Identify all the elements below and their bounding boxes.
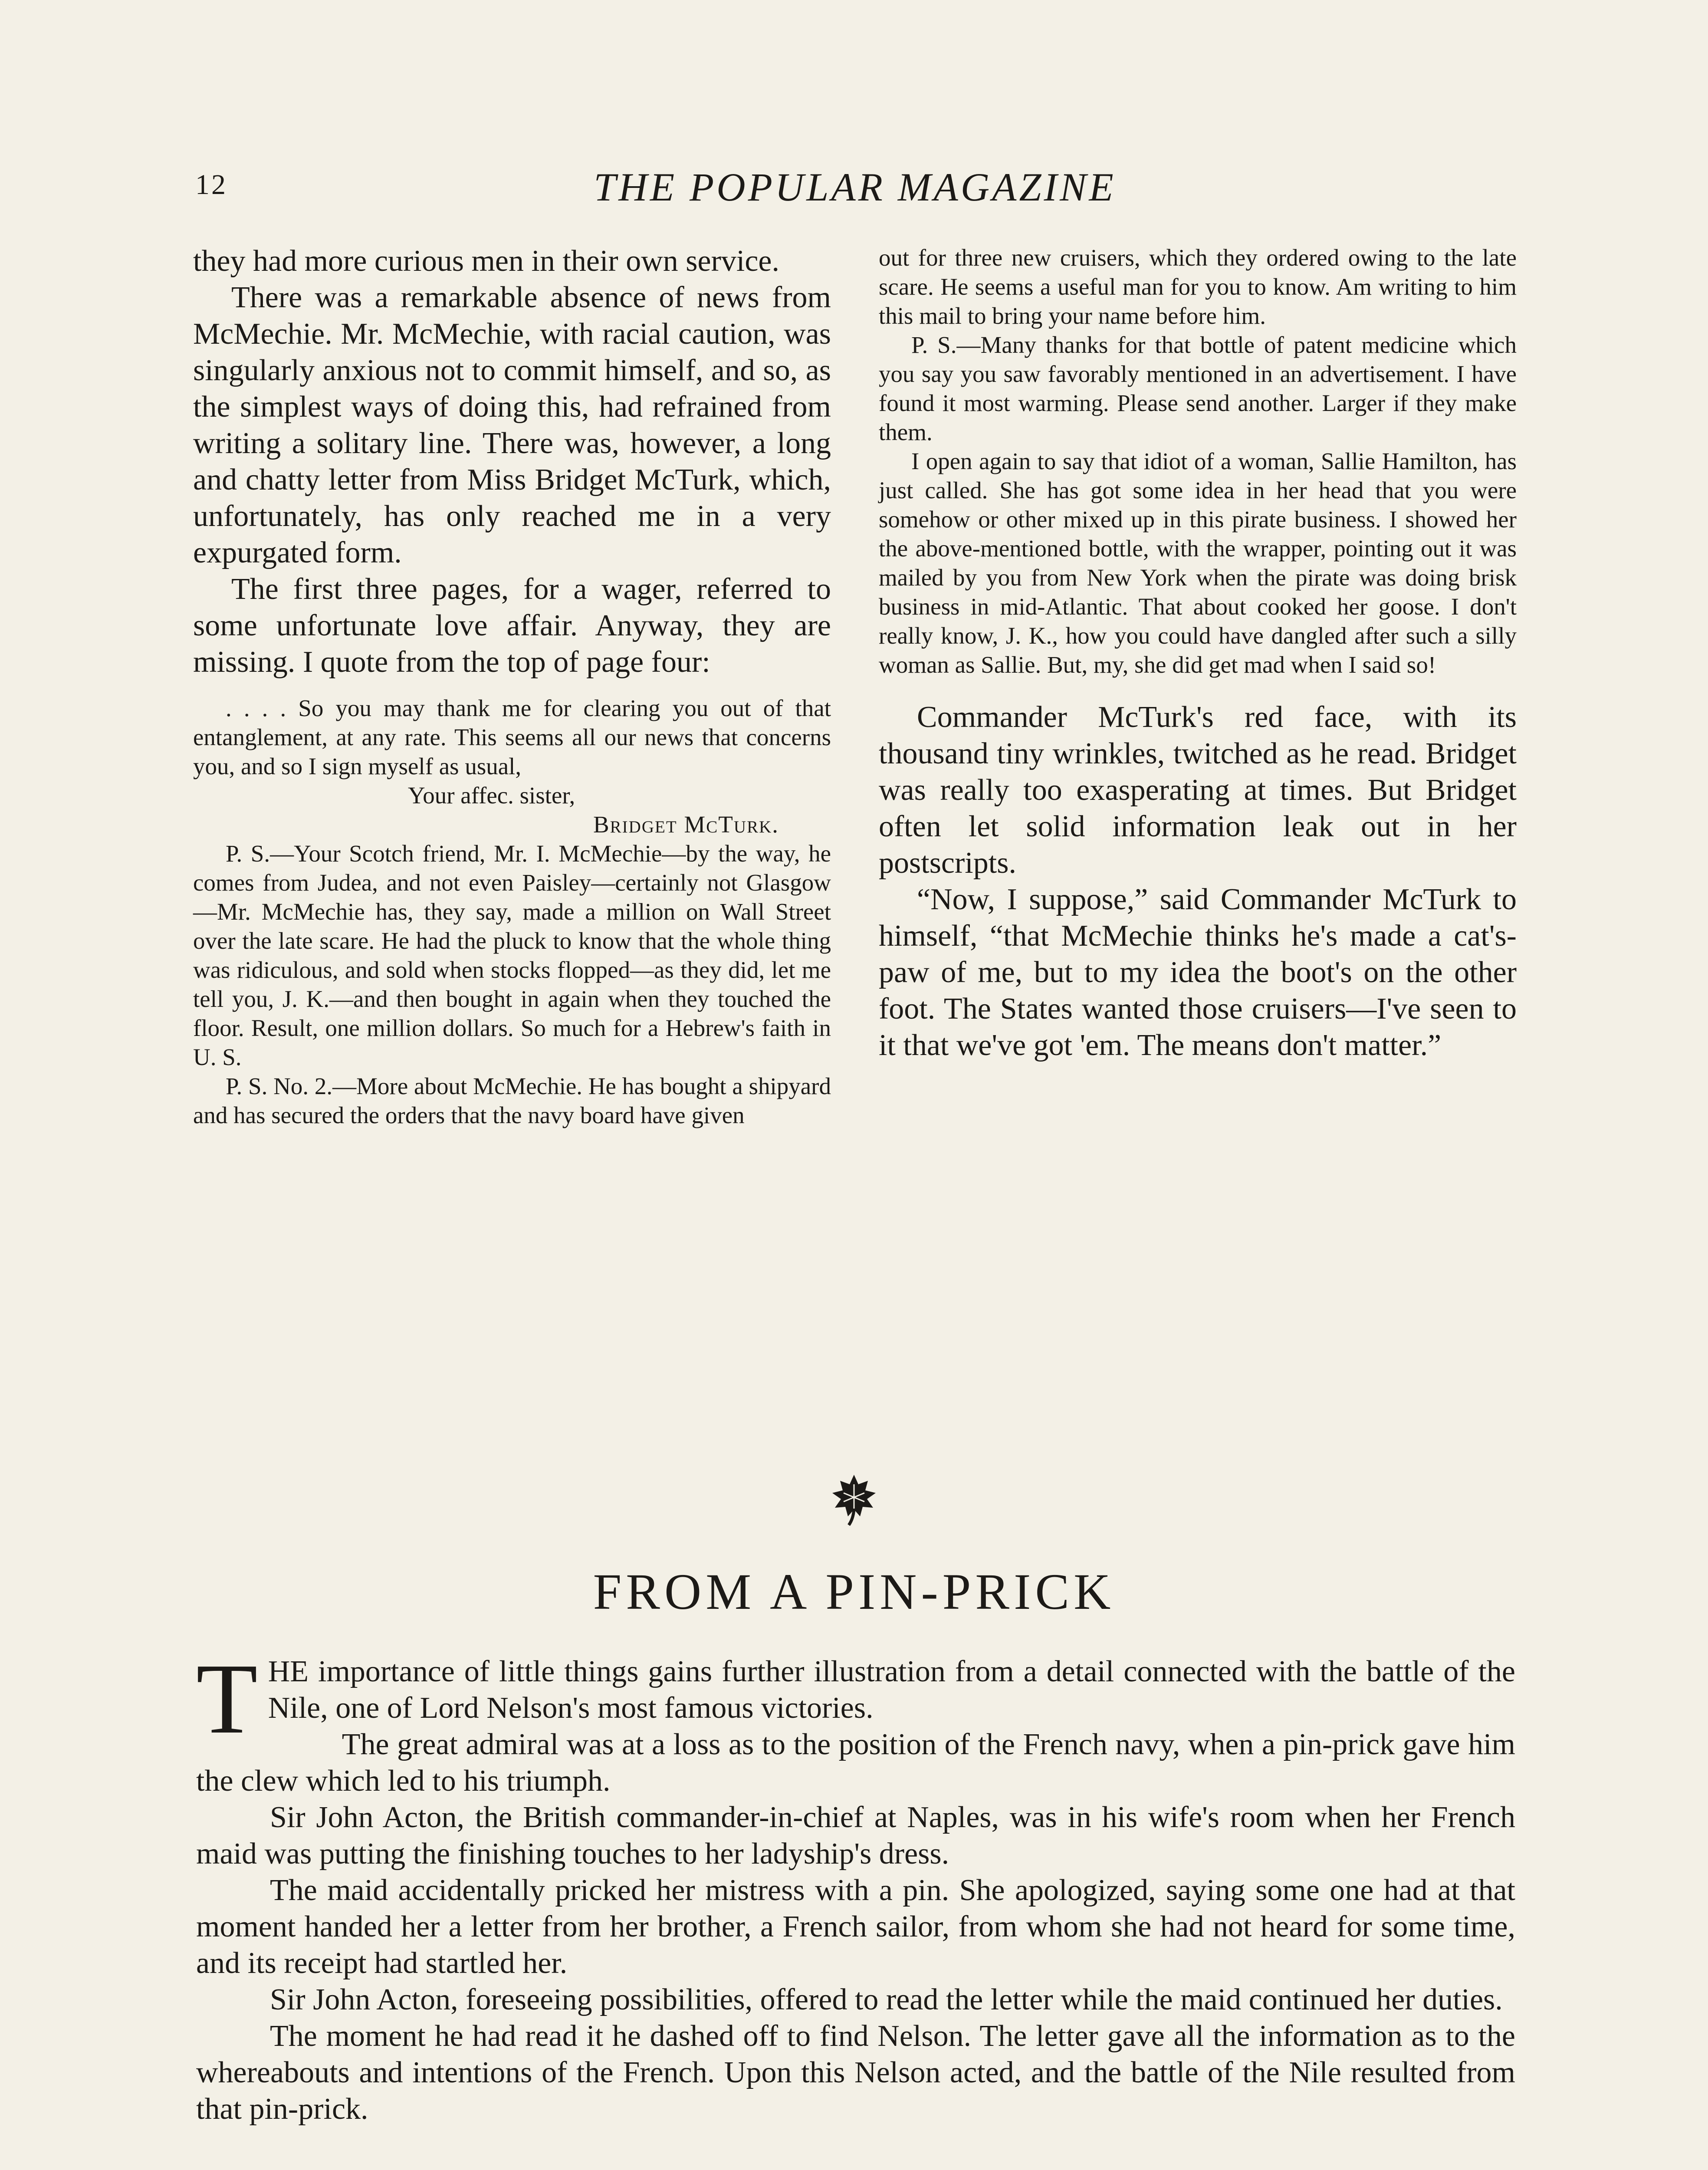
- story-paragraph: they had more curious men in their own service.: [193, 244, 779, 278]
- story-paragraph: The first three pages, for a wager, referred to some unfortunate love affair. Anyway, they are missing. I quote from the top of page four:: [193, 572, 831, 679]
- article-paragraph: [196, 1643, 1515, 1755]
- article-paragraph: Sir John Acton, foreseeing possibilities, offered to read the letter while the maid continued her duties.: [270, 1983, 1503, 2016]
- letter-paragraph: . . . . So you may thank me for clearing you out of that entanglement, at any rate. This seems all our news that concerns you, and so I sign myself as usual,: [193, 695, 831, 779]
- story-paragraph: “Now, I suppose,” said Commander McTurk to himself, “that McMechie thinks he's made a cat's-paw of me, but to my idea the boot's on the other foot. The States wanted those cruisers—I've seen to it that we've got 'em. The means don't matter.”: [879, 883, 1517, 1062]
- story-paragraph: There was a remarkable absence of news from McMechie. Mr. McMechie, with racial caution, was singularly anxious not to commit himself, and so, as the simplest ways of doing this, had refrained from writing a solitary line. There was, however, a long and chatty letter from Miss Bridget McTurk, which, unfortunately, has only reached me in a very expurgated form.: [193, 281, 831, 569]
- letter-closing: Your affec. sister,: [408, 782, 575, 809]
- letter-postscript: P. S.—Many thanks for that bottle of patent medicine which you say you saw favorably mentioned in an advertisement. I have found it most warming. Please send another. Larger if they make them.: [879, 332, 1517, 445]
- letter-postscript: P. S. No. 2.—More about McMechie. He has bought a shipyard and has secured the orders that the navy board have given: [193, 1073, 831, 1128]
- drop-cap: T: [196, 1643, 258, 1755]
- story-text-block: [879, 699, 1517, 1064]
- letter-paragraph: out for three new cruisers, which they ordered owing to the late scare. He seems a useful man for you to know. Am writing to him this mail to bring your name before him.: [879, 244, 1517, 329]
- letter-signature: Bridget McTurk.: [593, 811, 779, 838]
- running-head: [195, 164, 1514, 212]
- quoted-letter-continued: [879, 243, 1517, 679]
- leaf-ornament-icon: [828, 1471, 880, 1528]
- article-paragraph: Sir John Acton, the British commander-in-chief at Naples, was in his wife's room when her French maid was putting the finishing touches to her ladyship's dress.: [196, 1801, 1515, 1871]
- article-body: [196, 1643, 1515, 2127]
- letter-postscript: I open again to say that idiot of a woman, Sallie Hamilton, has just called. She has got some idea in her head that you were somehow or other mixed up in this pirate business. I showed her the above-mentioned bottle, with the wrapper, pointing out it was mailed by you from New York when the pirate was doing brisk business in mid-Atlantic. That about cooked her goose. I don't really know, J. K., how you could have dangled after such a silly woman as Sallie. But, my, she did get mad when I said so!: [879, 448, 1517, 678]
- letter-postscript: P. S.—Your Scotch friend, Mr. I. McMechie—by the way, he comes from Judea, and not even Paisley—certainly not Glasgow—Mr. McMechie has, they say, made a million on Wall Street over the late scare. He had the pluck to know that the whole thing was ridiculous, and sold when stocks flopped—as they did, let me tell you, J. K.—and then bought in again when they touched the floor. Result, one million dollars. So much for a Hebrew's faith in U. S.: [193, 840, 831, 1070]
- magazine-title: THE POPULAR MAGAZINE: [594, 165, 1116, 209]
- left-column: [193, 243, 831, 1130]
- article-paragraph: The maid accidentally pricked her mistress with a pin. She apologized, saying some one had at that moment handed her a letter from her brother, a French sailor, from whom she had not heard for some time, and its receipt had startled her.: [196, 1874, 1515, 1980]
- right-column: [879, 243, 1517, 1064]
- article-title: FROM A PIN-PRICK: [593, 1563, 1115, 1620]
- quoted-letter: [193, 694, 831, 1130]
- story-text-block: [193, 243, 831, 681]
- article-paragraph: The moment he had read it he dashed off to find Nelson. The letter gave all the information as to the whereabouts and intentions of the French. Upon this Nelson acted, and the battle of the Nile resulted from that pin-prick.: [196, 2019, 1515, 2126]
- article-lead-text: HE importance of little things gains further illustration from a detail connected with the battle of the Nile, one of Lord Nelson's most famous victories.: [268, 1655, 1515, 1725]
- article-paragraph: The great admiral was at a loss as to the position of the French navy, when a pin-prick gave him the clew which led to his triumph.: [196, 1728, 1515, 1798]
- page-number: 12: [195, 169, 227, 201]
- story-paragraph: Commander McTurk's red face, with its thousand tiny wrinkles, twitched as he read. Bridget was really too exasperating at times. But Bridget often let solid information leak out in her postscripts.: [879, 700, 1517, 880]
